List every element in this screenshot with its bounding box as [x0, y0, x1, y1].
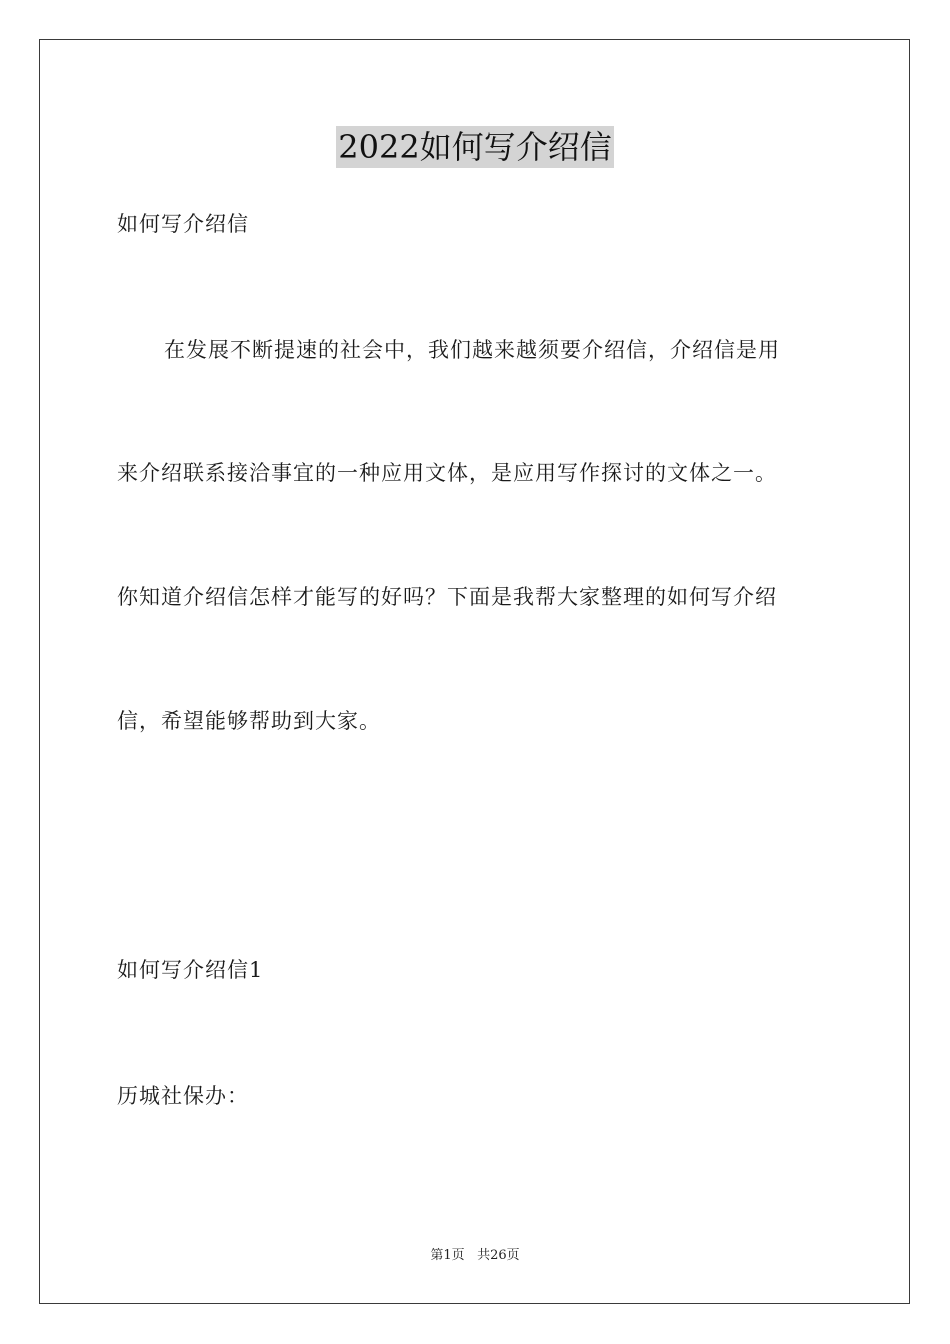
document-title: 2022如何写介绍信	[338, 128, 612, 166]
paragraph-line-1: 在发展不断提速的社会中，我们越来越须要介绍信，介绍信是用	[164, 338, 780, 362]
current-page-label: 第1页	[430, 1248, 465, 1263]
section-heading: 如何写介绍信1	[117, 958, 264, 982]
salutation: 历城社保办：	[117, 1084, 249, 1108]
paragraph-line-2: 来介绍联系接洽事宜的一种应用文体，是应用写作探讨的文体之一。	[117, 461, 777, 485]
paragraph-line-4: 信，希望能够帮助到大家。	[117, 709, 381, 733]
page-footer	[0, 1247, 950, 1265]
total-pages-label: 共26页	[477, 1248, 520, 1263]
paragraph-line-3: 你知道介绍信怎样才能写的好吗？下面是我帮大家整理的如何写介绍	[117, 585, 777, 609]
title-container	[0, 126, 950, 168]
document-subtitle: 如何写介绍信	[117, 212, 249, 236]
